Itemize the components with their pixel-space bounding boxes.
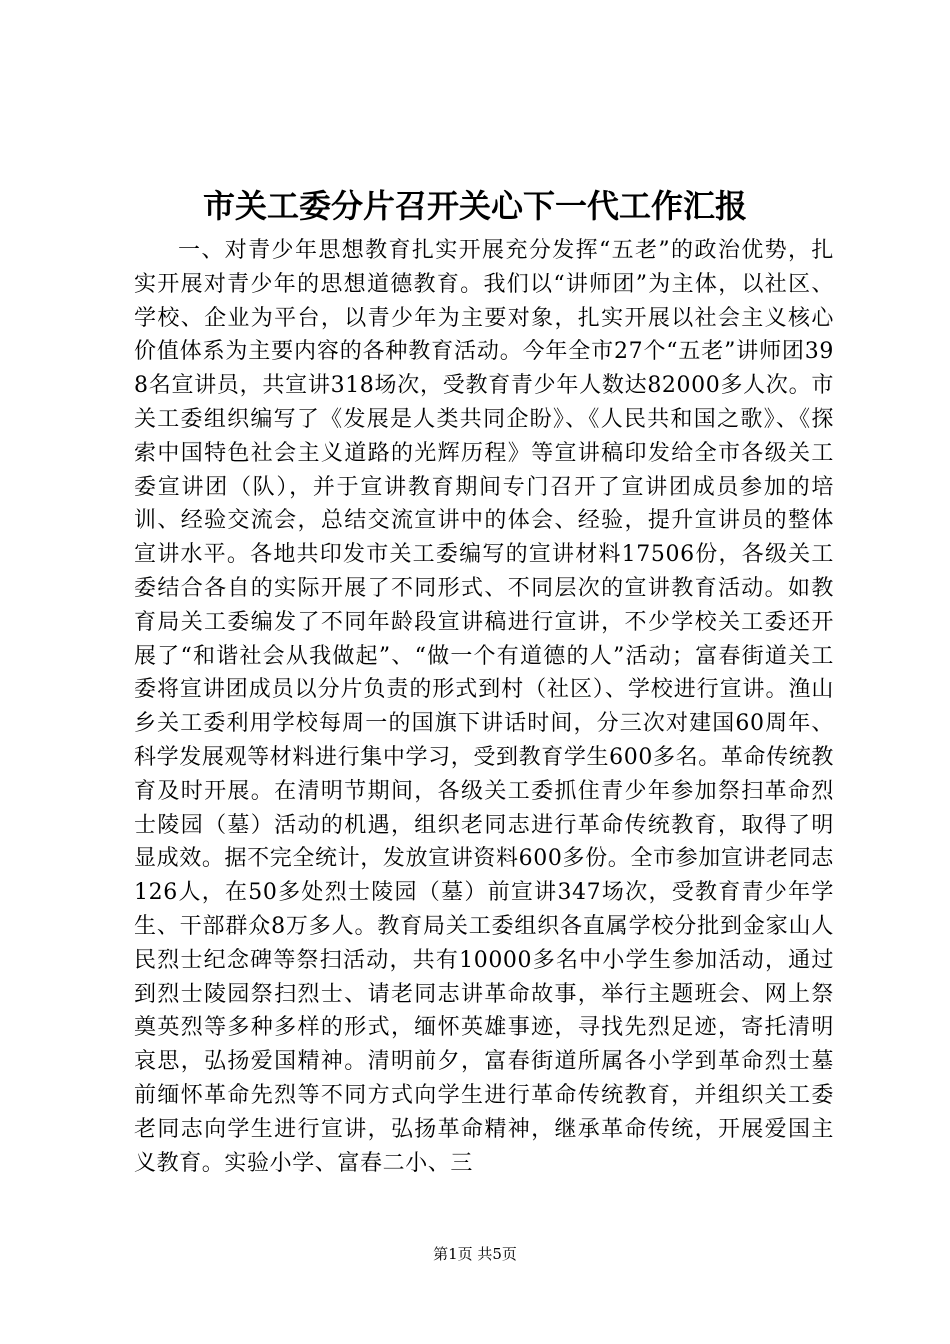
document-title: 市关工委分片召开关心下一代工作汇报 bbox=[202, 187, 747, 225]
page-footer: 第1页 共5页 bbox=[433, 1245, 517, 1263]
body-paragraph: 一、对青少年思想教育扎实开展充分发挥“五老”的政治优势，扎实开展对青少年的思想道德教育。我们以“讲师团”为主体，以社区、学校、企业为平台，以青少年为主要对象，扎实开展以社会主义核心价值体系为主要内容的各种教育活动。今年全市27个“五老”讲师团398名宣讲员，共宣讲318场次，受教育青少年人数达82000多人次。市关工委组织编写了《发展是人类共同企盼》、《人民共和国之歌》、《探索中国特色社会主义道路的光辉历程》等宣讲稿印发给全市各级关工委宣讲团（队），并于宣讲教育期间专门召开了宣讲团成员参加的培训、经验交流会，总结交流宣讲中的体会、经验，提升宣讲员的整体宣讲水平。各地共印发市关工委编写的宣讲材料17506份，各级关工委结合各自的实际开展了不同形式、不同层次的宣讲教育活动。如教育局关工委编发了不同年龄段宣讲稿进行宣讲，不少学校关工委还开展了“和谐社会从我做起”、“做一个有道德的人”活动；富春街道关工委将宣讲团成员以分片负责的形式到村（社区）、学校进行宣讲。渔山乡关工委利用学校每周一的国旗下讲话时间，分三次对建国60周年、科学发展观等材料进行集中学习，受到教育学生600多名。革命传统教育及时开展。在清明节期间，各级关工委抓住青少年参加祭扫革命烈士陵园（墓）活动的机遇，组织老同志进行革命传统教育，取得了明显成效。据不完全统计，发放宣讲资料600多份。全市参加宣讲老同志126人，在50多处烈士陵园（墓）前宣讲347场次，受教育青少年学生、干部群众8万多人。教育局关工委组织各直属学校分批到金家山人民烈士纪念碑等祭扫活动，共有10000多名中小学生参加活动，通过到烈士陵园祭扫烈士、请老同志讲革命故事，举行主题班会、网上祭奠英烈等多种多样的形式，缅怀英雄事迹，寻找先烈足迹，寄托清明哀思，弘扬爱国精神。清明前夕，富春街道所属各小学到革命烈士墓前缅怀革命先烈等不同方式向学生进行革命传统教育，并组织关工委老同志向学生进行宣讲，弘扬革命精神，继承革命传统，开展爱国主义教育。实验小学、富春二小、三 bbox=[134, 238, 834, 1176]
